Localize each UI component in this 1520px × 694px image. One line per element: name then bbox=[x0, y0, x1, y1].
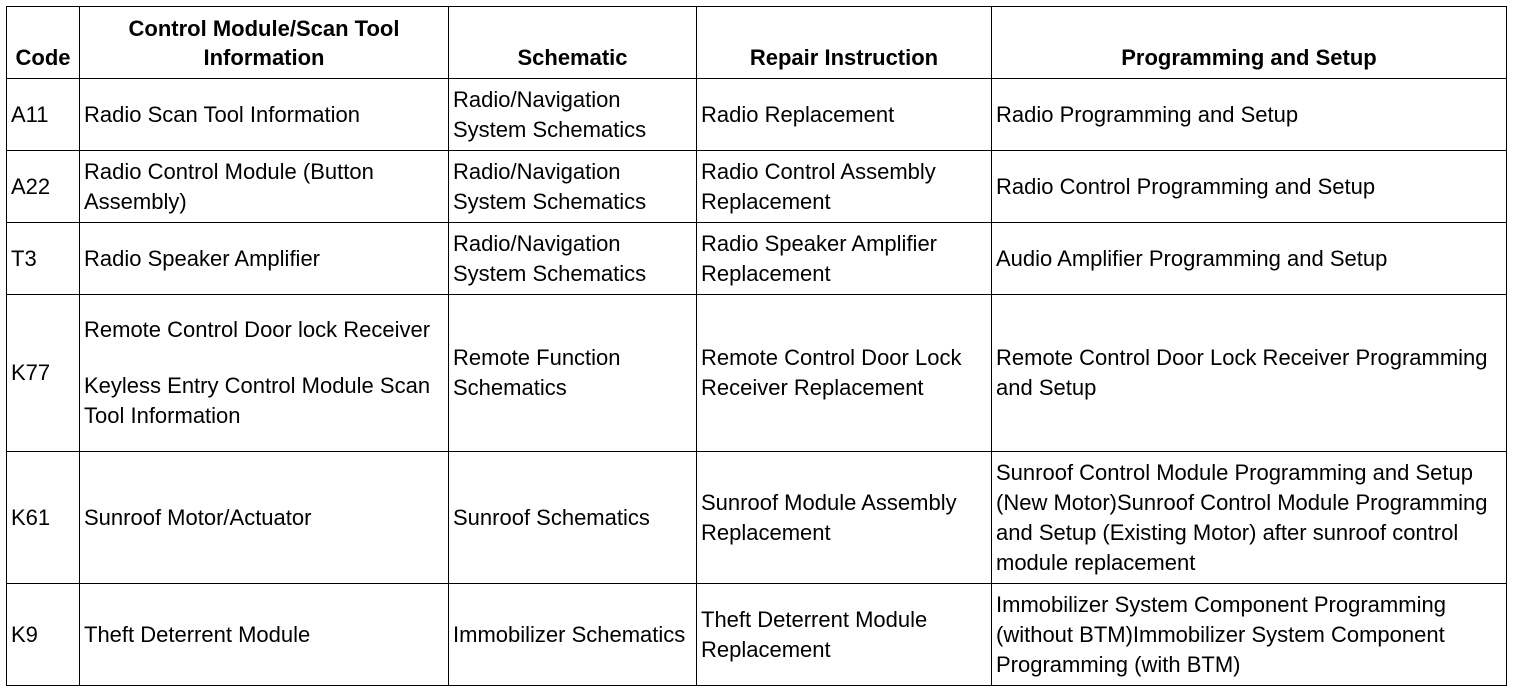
table-row bbox=[7, 295, 1507, 452]
info-text: Radio Speaker Amplifier bbox=[84, 245, 321, 271]
info-text: Radio Control Module (Button Assembly) bbox=[84, 158, 374, 214]
schematic-cell: Radio/Navigation System Schematics bbox=[449, 223, 697, 295]
programming-cell: Audio Amplifier Programming and Setup bbox=[992, 223, 1507, 295]
header-code: Code bbox=[7, 7, 80, 79]
module-reference-table bbox=[6, 6, 1507, 686]
info-cell bbox=[80, 79, 449, 151]
repair-cell: Radio Replacement bbox=[697, 79, 992, 151]
table-row bbox=[7, 452, 1507, 584]
info-text-secondary: Keyless Entry Control Module Scan Tool Information bbox=[84, 373, 431, 428]
table-row bbox=[7, 584, 1507, 686]
repair-cell: Radio Speaker Amplifier Replacement bbox=[697, 223, 992, 295]
programming-cell: Radio Control Programming and Setup bbox=[992, 151, 1507, 223]
code-cell: K77 bbox=[7, 295, 80, 452]
table-row bbox=[7, 151, 1507, 223]
programming-cell: Radio Programming and Setup bbox=[992, 79, 1507, 151]
info-text: Sunroof Motor/Actuator bbox=[84, 504, 312, 530]
code-cell: A11 bbox=[7, 79, 80, 151]
header-programming: Programming and Setup bbox=[992, 7, 1507, 79]
info-cell bbox=[80, 295, 449, 452]
info-text: Radio Scan Tool Information bbox=[84, 101, 360, 127]
code-cell: A22 bbox=[7, 151, 80, 223]
info-cell bbox=[80, 151, 449, 223]
code-cell: K61 bbox=[7, 452, 80, 584]
schematic-cell: Radio/Navigation System Schematics bbox=[449, 79, 697, 151]
info-text: Remote Control Door lock Receiver bbox=[84, 317, 431, 342]
info-cell bbox=[80, 223, 449, 295]
header-row bbox=[7, 7, 1507, 79]
schematic-cell: Radio/Navigation System Schematics bbox=[449, 151, 697, 223]
schematic-cell: Remote Function Schematics bbox=[449, 295, 697, 452]
repair-cell: Theft Deterrent Module Replacement bbox=[697, 584, 992, 686]
schematic-cell: Immobilizer Schematics bbox=[449, 584, 697, 686]
table-body bbox=[7, 79, 1507, 686]
header-schematic: Schematic bbox=[449, 7, 697, 79]
info-text: Theft Deterrent Module bbox=[84, 621, 311, 647]
repair-cell: Remote Control Door Lock Receiver Replacement bbox=[697, 295, 992, 452]
code-cell: K9 bbox=[7, 584, 80, 686]
header-info: Control Module/Scan Tool Information bbox=[80, 7, 449, 79]
info-cell bbox=[80, 584, 449, 686]
programming-cell: Sunroof Control Module Programming and Setup (New Motor)Sunroof Control Module Programming and Setup (Existing Motor) after sunroof control module replacement bbox=[992, 452, 1507, 584]
programming-cell: Remote Control Door Lock Receiver Programming and Setup bbox=[992, 295, 1507, 452]
info-cell bbox=[80, 452, 449, 584]
table-row bbox=[7, 223, 1507, 295]
repair-cell: Sunroof Module Assembly Replacement bbox=[697, 452, 992, 584]
programming-cell: Immobilizer System Component Programming (without BTM)Immobilizer System Component Programming (with BTM) bbox=[992, 584, 1507, 686]
header-repair: Repair Instruction bbox=[697, 7, 992, 79]
repair-cell: Radio Control Assembly Replacement bbox=[697, 151, 992, 223]
table-row bbox=[7, 79, 1507, 151]
table-header bbox=[7, 7, 1507, 79]
code-cell: T3 bbox=[7, 223, 80, 295]
schematic-cell: Sunroof Schematics bbox=[449, 452, 697, 584]
